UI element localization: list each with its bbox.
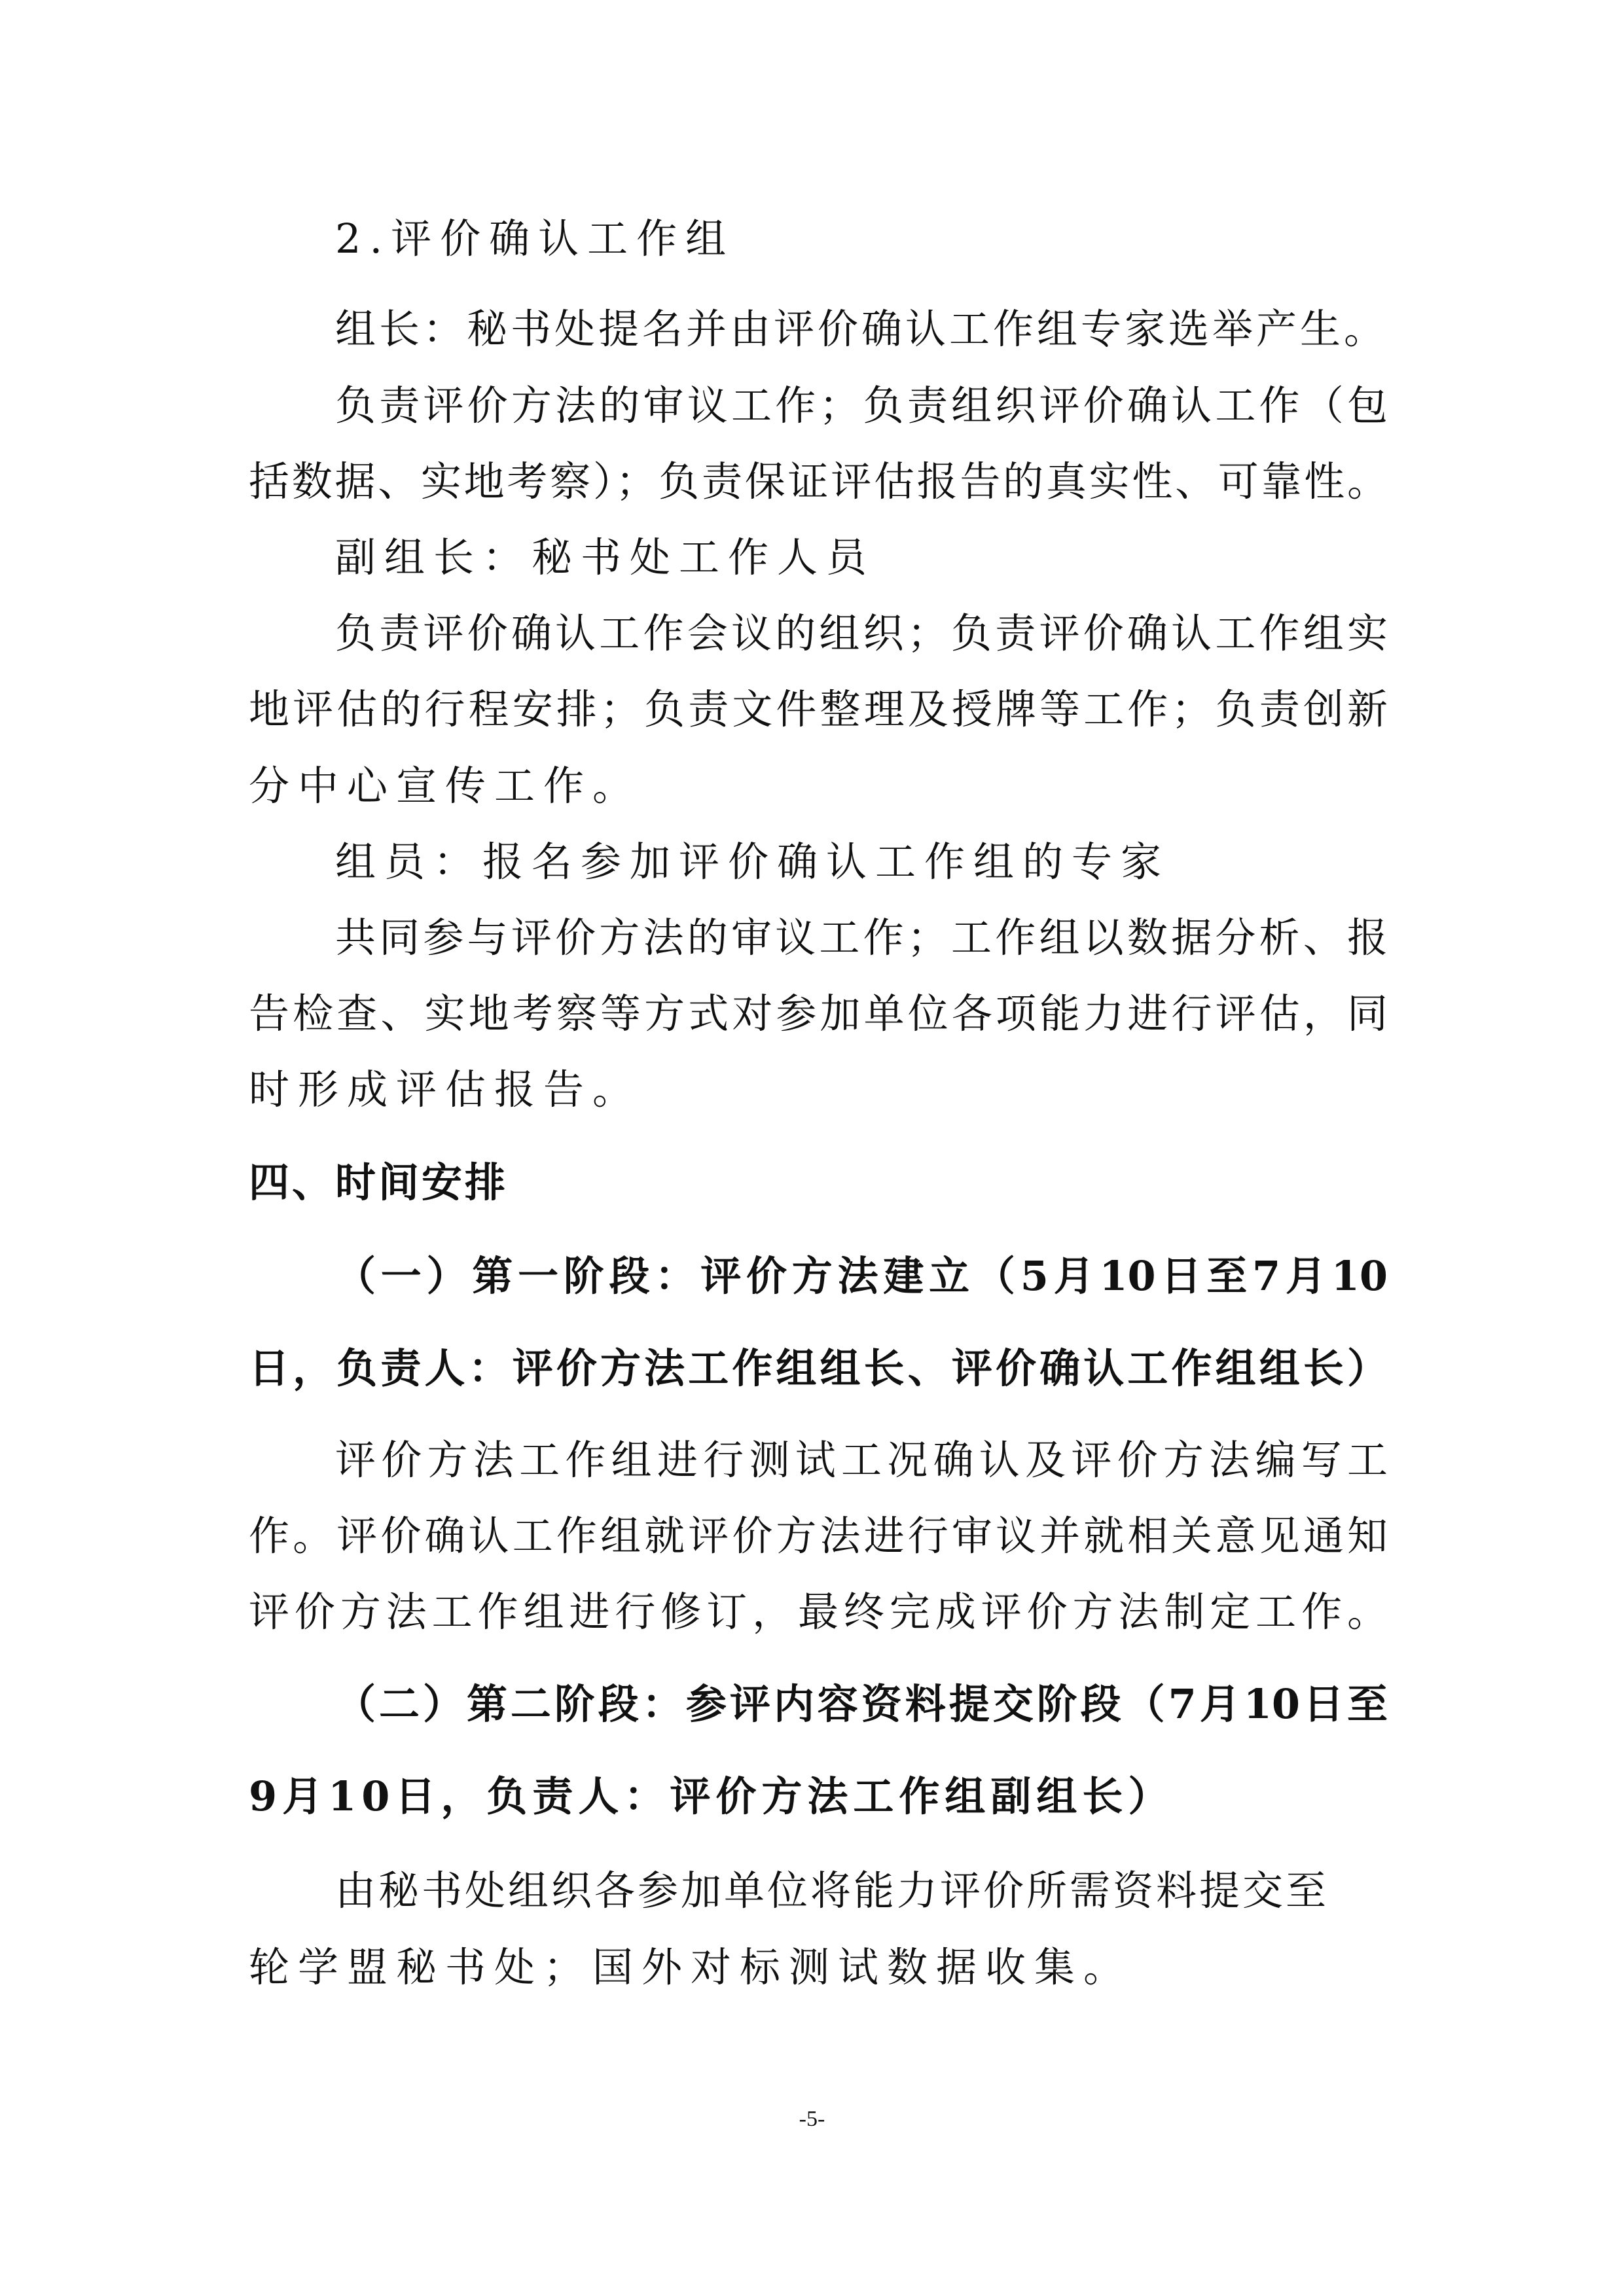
members-duty-line: 告检查、实地考察等方式对参加单位各项能力进行评估，同 (249, 990, 1388, 1037)
phase1-body-line: 作。评价确认工作组就评价方法进行审议并就相关意见通知 (249, 1512, 1388, 1560)
leader-duty-line: 括数据、实地考察）；负责保证评估报告的真实性、可靠性。 (249, 457, 1388, 505)
leader-heading: 组长：秘书处提名并由评价确认工作组专家选举产生。 (335, 305, 1388, 353)
phase2-body-line: 由秘书处组织各参加单位将能力评价所需资料提交至 (335, 1867, 1329, 1914)
members-heading: 组员：报名参加评价确认工作组的专家 (335, 838, 1170, 886)
deputy-duty-line: 分中心宣传工作。 (249, 762, 642, 810)
members-duty-line: 时形成评估报告。 (249, 1066, 642, 1113)
phase2-heading-line: （二）第二阶段：参评内容资料提交阶段（7月10日至 (335, 1680, 1388, 1728)
phase1-heading-line: （一）第一阶段：评价方法建立（5月10日至7月10 (335, 1252, 1388, 1300)
phase1-heading-line: 日，负责人：评价方法工作组组长、评价确认工作组组长） (249, 1344, 1388, 1392)
section-title-evaluation-group: 2.评价确认工作组 (335, 215, 735, 262)
page-number: -5- (799, 2107, 825, 2131)
phase2-heading-line: 9月10日，负责人：评价方法工作组副组长） (249, 1772, 1174, 1820)
phase1-body-line: 评价方法工作组进行修订，最终完成评价方法制定工作。 (249, 1588, 1388, 1636)
deputy-duty-line: 负责评价确认工作会议的组织；负责评价确认工作组实 (335, 609, 1388, 657)
phase1-body-line: 评价方法工作组进行测试工况确认及评价方法编写工 (335, 1436, 1388, 1484)
deputy-duty-line: 地评估的行程安排；负责文件整理及授牌等工作；负责创新 (249, 685, 1388, 733)
phase2-body-line: 轮学盟秘书处；国外对标测试数据收集。 (249, 1943, 1133, 1991)
members-duty-line: 共同参与评价方法的审议工作；工作组以数据分析、报 (335, 914, 1388, 961)
section-heading-schedule: 四、时间安排 (249, 1158, 509, 1206)
leader-duty-line: 负责评价方法的审议工作；负责组织评价确认工作（包 (335, 382, 1388, 429)
deputy-heading: 副组长：秘书处工作人员 (335, 533, 876, 581)
